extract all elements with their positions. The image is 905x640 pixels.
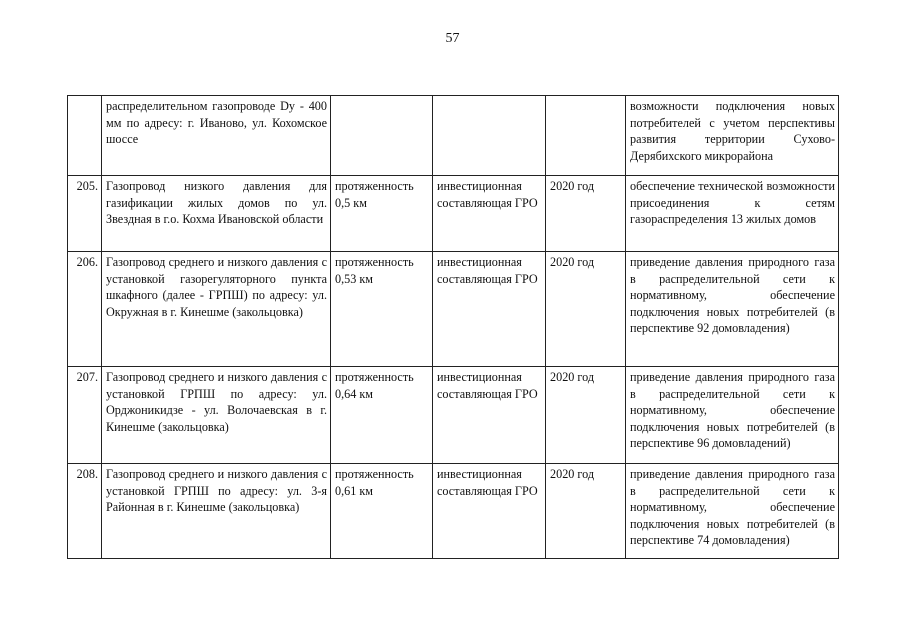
object-name: Газопровод низкого давления для газификации жилых домов по ул. Звездная в г.о. Кохма Ивановской области — [102, 176, 331, 252]
implementation-year — [546, 96, 626, 176]
table-row — [68, 176, 839, 252]
table-row — [68, 252, 839, 367]
object-name: Газопровод среднего и низкого давления с установкой газорегуляторного пункта шкафного (далее - ГРПШ) по адресу: ул. Окружная в г. Кинешме (закольцовка) — [102, 252, 331, 367]
implementation-year: 2020 год — [546, 367, 626, 464]
funding-source — [433, 96, 546, 176]
object-characteristic: протяженность 0,5 км — [331, 176, 433, 252]
object-name: Газопровод среднего и низкого давления с установкой ГРПШ по адресу: ул. 3-я Районная в г. Кинешме (закольцовка) — [102, 464, 331, 559]
row-number — [68, 96, 102, 176]
funding-source: инвестиционная составляющая ГРО — [433, 367, 546, 464]
expected-result: приведение давления природного газа в распределительной сети к нормативному, обеспечение подключения новых потребителей (в перспективе 92 домовладения) — [626, 252, 839, 367]
table-row — [68, 367, 839, 464]
row-number: 207. — [68, 367, 102, 464]
object-characteristic: протяженность 0,64 км — [331, 367, 433, 464]
expected-result: приведение давления природного газа в распределительной сети к нормативному, обеспечение подключения новых потребителей (в перспективе 74 домовладения) — [626, 464, 839, 559]
expected-result: обеспечение технической возможности присоединения к сетям газораспределения 13 жилых домов — [626, 176, 839, 252]
table-row — [68, 96, 839, 176]
object-characteristic — [331, 96, 433, 176]
implementation-year: 2020 год — [546, 176, 626, 252]
implementation-year: 2020 год — [546, 464, 626, 559]
expected-result: возможности подключения новых потребителей с учетом перспективы развития территории Сухово-Дерябихского микрорайона — [626, 96, 839, 176]
expected-result: приведение давления природного газа в распределительной сети к нормативному, обеспечение подключения новых потребителей (в перспективе 96 домовладений) — [626, 367, 839, 464]
funding-source: инвестиционная составляющая ГРО — [433, 464, 546, 559]
object-name: Газопровод среднего и низкого давления с установкой ГРПШ по адресу: ул. Орджоникидзе - ул. Волочаевская в г. Кинешме (закольцовка) — [102, 367, 331, 464]
object-characteristic: протяженность 0,53 км — [331, 252, 433, 367]
funding-source: инвестиционная составляющая ГРО — [433, 252, 546, 367]
investment-program-table — [67, 95, 839, 559]
table-row — [68, 464, 839, 559]
implementation-year: 2020 год — [546, 252, 626, 367]
object-name: распределительном газопроводе Dу - 400 мм по адресу: г. Иваново, ул. Кохомское шоссе — [102, 96, 331, 176]
row-number: 205. — [68, 176, 102, 252]
row-number: 206. — [68, 252, 102, 367]
object-characteristic: протяженность 0,61 км — [331, 464, 433, 559]
row-number: 208. — [68, 464, 102, 559]
page-number: 57 — [445, 31, 460, 46]
funding-source: инвестиционная составляющая ГРО — [433, 176, 546, 252]
